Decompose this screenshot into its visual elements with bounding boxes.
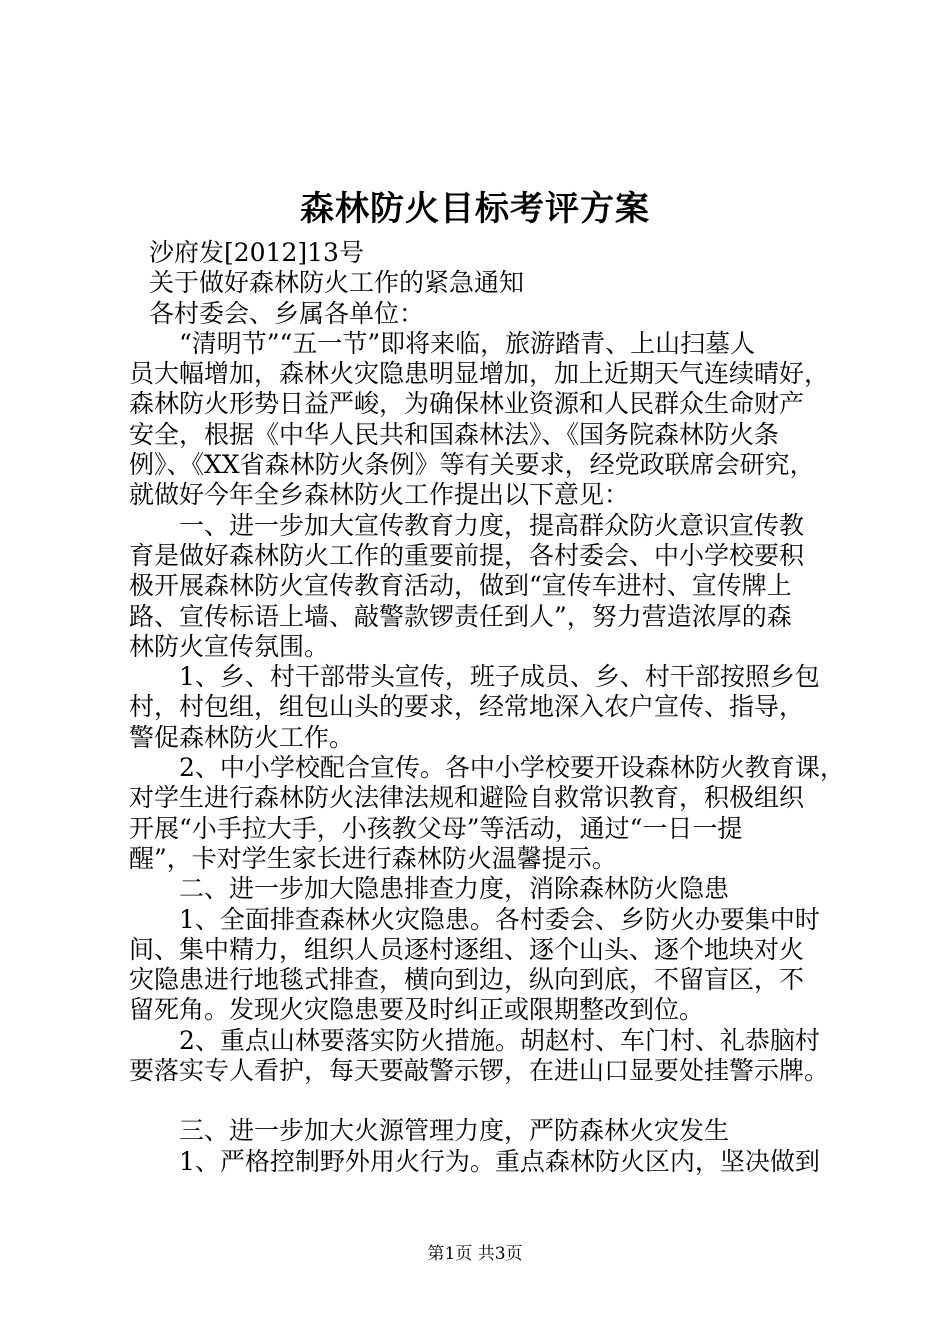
addressee: 各村委会、乡属各单位：	[149, 298, 425, 328]
paragraph-line: 灾隐患进行地毯式排查，横向到边，纵向到底，不留盲区，不	[129, 965, 805, 995]
paragraph-line: 就做好今年全乡森林防火工作提出以下意见：	[129, 480, 630, 510]
notice-title: 关于做好森林防火工作的紧急通知	[149, 268, 525, 298]
paragraph-line: 森林防火形势日益严峻，为确保林业资源和人民群众生命财产	[129, 389, 805, 419]
paragraph-line: 要落实专人看护，每天要敲警示锣，在进山口显要处挂警示牌。	[129, 1056, 830, 1086]
paragraph-line: 醒”，卡对学生家长进行森林防火温馨提示。	[129, 843, 617, 873]
paragraph-line: 开展“小手拉大手，小孩教父母”等活动，通过“一日一提	[129, 813, 743, 843]
paragraph-line: 村，村包组，组包山头的要求，经常地深入农户宣传、指导，	[129, 692, 805, 722]
paragraph-line: 2、重点山林要落实防火措施。胡赵村、车门村、礼恭脑村	[179, 1025, 820, 1055]
blank-line	[129, 1086, 831, 1116]
paragraph-line: 例》、《XX省森林防火条例》等有关要求，经党政联席会研究，	[129, 450, 815, 480]
paragraph-line: 1、乡、村干部带头宣传，班子成员、乡、村干部按照乡包	[179, 662, 820, 692]
paragraph-line: 林防火宣传氛围。	[129, 631, 330, 661]
section-heading-3: 三、进一步加大火源管理力度，严防森林火灾发生	[179, 1116, 730, 1146]
paragraph-line: 员大幅增加，森林火灾隐患明显增加，加上近期天气连续晴好，	[129, 359, 830, 389]
paragraph-line: 间、集中精力，组织人员逐村逐组、逐个山头、逐个地块对火	[129, 934, 805, 964]
paragraph-line: 1、严格控制野外用火行为。重点森林防火区内，坚决做到	[179, 1146, 820, 1176]
paragraph-line: 极开展森林防火宣传教育活动，做到“宣传车进村、宣传牌上	[129, 571, 792, 601]
paragraph-line: 警促森林防火工作。	[129, 722, 355, 752]
paragraph-line: 对学生进行森林防火法律法规和避险自救常识教育，积极组织	[129, 783, 805, 813]
paragraph-line: “清明节”“五一节”即将来临，旅游踏青、上山扫墓人	[179, 328, 756, 358]
document-body	[129, 238, 845, 1177]
paragraph-line: 2、中小学校配合宣传。各中小学校要开设森林防火教育课，	[179, 753, 845, 783]
doc-number: 沙府发[2012]13号	[149, 238, 364, 267]
paragraph-line: 育是做好森林防火工作的重要前提，各村委会、中小学校要积	[129, 540, 805, 570]
page-footer: 第1页 共3页	[427, 1244, 523, 1264]
section-heading-1: 一、进一步加大宣传教育力度，提高群众防火意识宣传教	[179, 510, 805, 540]
paragraph-line: 路、宣传标语上墙、敲警款锣责任到人”，努力营造浓厚的森	[129, 601, 792, 631]
paragraph-line: 1、全面排查森林火灾隐患。各村委会、乡防火办要集中时	[179, 904, 820, 934]
section-heading-2: 二、进一步加大隐患排查力度，消除森林防火隐患	[179, 874, 730, 904]
document-title: 森林防火目标考评方案	[300, 189, 650, 229]
paragraph-line: 安全，根据《中华人民共和国森林法》、《国务院森林防火条	[129, 419, 780, 449]
paragraph-line: 留死角。发现火灾隐患要及时纠正或限期整改到位。	[129, 995, 705, 1025]
